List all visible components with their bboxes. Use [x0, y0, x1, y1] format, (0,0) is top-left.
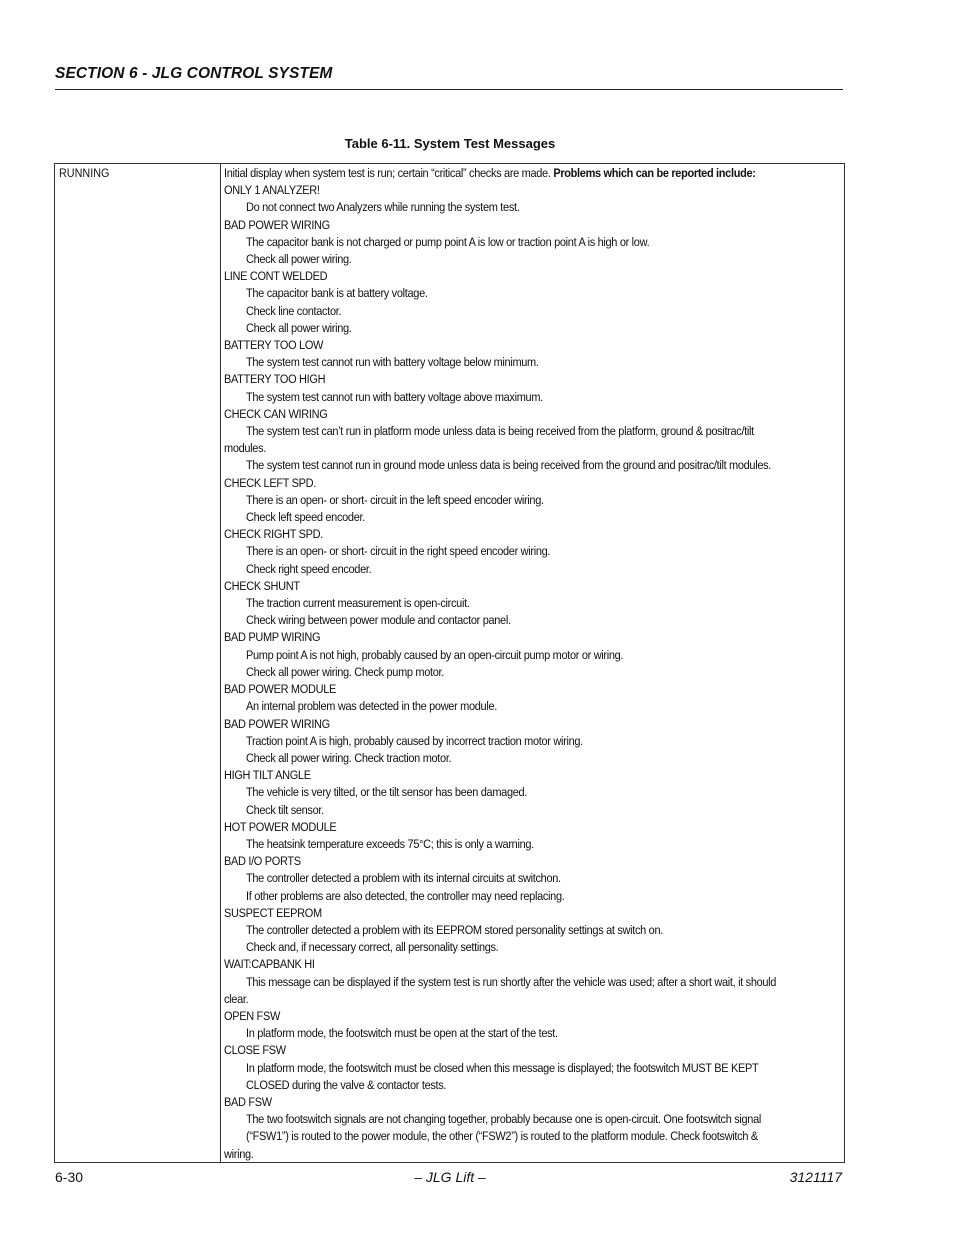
line-text: Pump point A is not high, probably caused by an open-circuit pump motor or wiring. [246, 647, 624, 662]
line-text: If other problems are also detected, the controller may need replacing. [246, 888, 565, 903]
intro-line [224, 165, 840, 182]
message-detail-line [224, 1111, 840, 1128]
line-text: HIGH TILT ANGLE [224, 768, 311, 783]
line-text: Check all power wiring. [246, 320, 352, 335]
line-text: CLOSE FSW [224, 1043, 286, 1058]
message-detail-line [224, 199, 840, 216]
message-detail-line [224, 939, 840, 956]
line-text: BATTERY TOO HIGH [224, 372, 326, 387]
line-text: In platform mode, the footswitch must be closed when this message is displayed; the footswitch MUST BE KEPT [246, 1060, 759, 1075]
line-text: CHECK CAN WIRING [224, 406, 328, 421]
message-detail-line [224, 1077, 840, 1094]
message-detail-line [224, 612, 840, 629]
line-text: This message can be displayed if the system test is run shortly after the vehicle was used; after a short wait, it should [246, 974, 777, 989]
line-text: CLOSED during the valve & contactor tests. [246, 1077, 447, 1092]
message-code-line [224, 956, 840, 973]
message-code-line [224, 475, 840, 492]
message-code-line [224, 440, 840, 457]
line-text: The vehicle is very tilted, or the tilt sensor has been damaged. [246, 785, 528, 800]
line-text: CHECK LEFT SPD. [224, 475, 316, 490]
message-detail-line [224, 285, 840, 302]
line-text: The heatsink temperature exceeds 75°C; this is only a warning. [246, 836, 534, 851]
line-text: CHECK SHUNT [224, 578, 300, 593]
line-text: In platform mode, the footswitch must be open at the start of the test. [246, 1026, 558, 1041]
footer-brand: – JLG Lift – [414, 1169, 486, 1185]
message-code-line [224, 578, 840, 595]
message-code-line [224, 406, 840, 423]
message-detail-line [224, 1025, 840, 1042]
message-detail-line [224, 389, 840, 406]
header-divider [55, 89, 843, 90]
message-code-line [224, 217, 840, 234]
message-detail-line [224, 647, 840, 664]
table-title: Table 6-11. System Test Messages [344, 136, 556, 151]
line-text: Do not connect two Analyzers while running the system test. [246, 200, 520, 215]
line-text: BAD POWER WIRING [224, 716, 330, 731]
line-text: There is an open- or short- circuit in the right speed encoder wiring. [246, 544, 551, 559]
line-text: An internal problem was detected in the power module. [246, 699, 497, 714]
message-detail-line [224, 1128, 840, 1145]
line-text: The two footswitch signals are not changing together, probably because one is open-circuit. One footswitch signal [246, 1112, 761, 1127]
intro-text: Initial display when system test is run; certain “critical” checks are made. [224, 166, 551, 180]
line-text: Check left speed encoder. [246, 510, 365, 525]
line-text: The system test can’t run in platform mode unless data is being received from the platform, ground & positrac/tilt [246, 424, 754, 439]
message-detail-line [224, 698, 840, 715]
message-code-line [224, 526, 840, 543]
message-detail-line [224, 457, 840, 474]
table-right-cell [221, 164, 844, 1162]
message-code-line [224, 681, 840, 698]
message-detail-line [224, 784, 840, 801]
line-text: The controller detected a problem with its EEPROM stored personality settings at switch on. [246, 922, 663, 937]
message-lines [224, 182, 840, 1162]
message-detail-line [224, 664, 840, 681]
message-detail-line [224, 802, 840, 819]
message-detail-line [224, 870, 840, 887]
line-text: OPEN FSW [224, 1008, 280, 1023]
line-text: BATTERY TOO LOW [224, 338, 324, 353]
message-detail-line [224, 974, 840, 991]
line-text: wiring. [224, 1146, 254, 1161]
message-detail-line [224, 303, 840, 320]
message-code-line [224, 1146, 840, 1162]
message-detail-line [224, 750, 840, 767]
line-text: LINE CONT WELDED [224, 269, 328, 284]
line-text: SUSPECT EEPROM [224, 905, 322, 920]
line-text: Check line contactor. [246, 303, 342, 318]
line-text: BAD POWER WIRING [224, 217, 330, 232]
message-code-line [224, 905, 840, 922]
message-detail-line [224, 234, 840, 251]
line-text: Check and, if necessary correct, all personality settings. [246, 940, 499, 955]
line-text: BAD FSW [224, 1094, 272, 1109]
message-detail-line [224, 543, 840, 560]
running-label: RUNNING [59, 166, 110, 180]
message-detail-line [224, 320, 840, 337]
line-text: The capacitor bank is not charged or pump point A is low or traction point A is high or low. [246, 234, 650, 249]
line-text: Check right speed encoder. [246, 561, 372, 576]
message-detail-line [224, 509, 840, 526]
line-text: HOT POWER MODULE [224, 819, 337, 834]
message-code-line [224, 629, 840, 646]
line-text: Check all power wiring. Check traction motor. [246, 750, 452, 765]
message-code-line [224, 1008, 840, 1025]
message-code-line [224, 268, 840, 285]
line-text: The capacitor bank is at battery voltage. [246, 286, 428, 301]
line-text: Check all power wiring. [246, 252, 352, 267]
message-code-line [224, 853, 840, 870]
table-left-cell [55, 164, 221, 1162]
message-code-line [224, 1094, 840, 1111]
message-code-line [224, 767, 840, 784]
line-text: clear. [224, 991, 249, 1006]
line-text: There is an open- or short- circuit in the left speed encoder wiring. [246, 492, 544, 507]
message-detail-line [224, 561, 840, 578]
message-detail-line [224, 492, 840, 509]
line-text: The controller detected a problem with its internal circuits at switchon. [246, 871, 561, 886]
message-detail-line [224, 733, 840, 750]
line-text: The system test cannot run in ground mode unless data is being received from the ground and positrac/tilt modules. [246, 458, 772, 473]
message-code-line [224, 991, 840, 1008]
message-code-line [224, 1042, 840, 1059]
message-detail-line [224, 595, 840, 612]
line-text: Traction point A is high, probably caused by incorrect traction motor wiring. [246, 733, 583, 748]
line-text: The traction current measurement is open-circuit. [246, 596, 470, 611]
line-text: BAD I/O PORTS [224, 854, 301, 869]
line-text: BAD PUMP WIRING [224, 630, 321, 645]
message-detail-line [224, 354, 840, 371]
line-text: ONLY 1 ANALYZER! [224, 183, 320, 198]
line-text: BAD POWER MODULE [224, 682, 336, 697]
message-detail-line [224, 836, 840, 853]
message-code-line [224, 716, 840, 733]
line-text: modules. [224, 441, 266, 456]
line-text: (“FSW1”) is routed to the power module, the other (“FSW2”) is routed to the platform module. Check footswitch & [246, 1129, 758, 1144]
line-text: Check tilt sensor. [246, 802, 324, 817]
message-code-line [224, 182, 840, 199]
line-text: WAIT:CAPBANK HI [224, 957, 315, 972]
line-text: The system test cannot run with battery voltage above maximum. [246, 389, 543, 404]
line-text: CHECK RIGHT SPD. [224, 527, 323, 542]
message-detail-line [224, 423, 840, 440]
message-detail-line [224, 251, 840, 268]
system-test-messages-table [54, 163, 845, 1163]
section-title: SECTION 6 - JLG CONTROL SYSTEM [55, 65, 333, 82]
message-code-line [224, 371, 840, 388]
intro-bold-text: Problems which can be reported include: [553, 166, 756, 180]
line-text: Check wiring between power module and contactor panel. [246, 613, 511, 628]
message-code-line [224, 337, 840, 354]
message-code-line [224, 819, 840, 836]
message-detail-line [224, 1060, 840, 1077]
doc-number: 3121117 [789, 1169, 842, 1185]
message-detail-line [224, 922, 840, 939]
message-detail-line [224, 888, 840, 905]
line-text: Check all power wiring. Check pump motor. [246, 664, 445, 679]
page-number: 6-30 [55, 1169, 84, 1185]
line-text: The system test cannot run with battery voltage below minimum. [246, 355, 539, 370]
